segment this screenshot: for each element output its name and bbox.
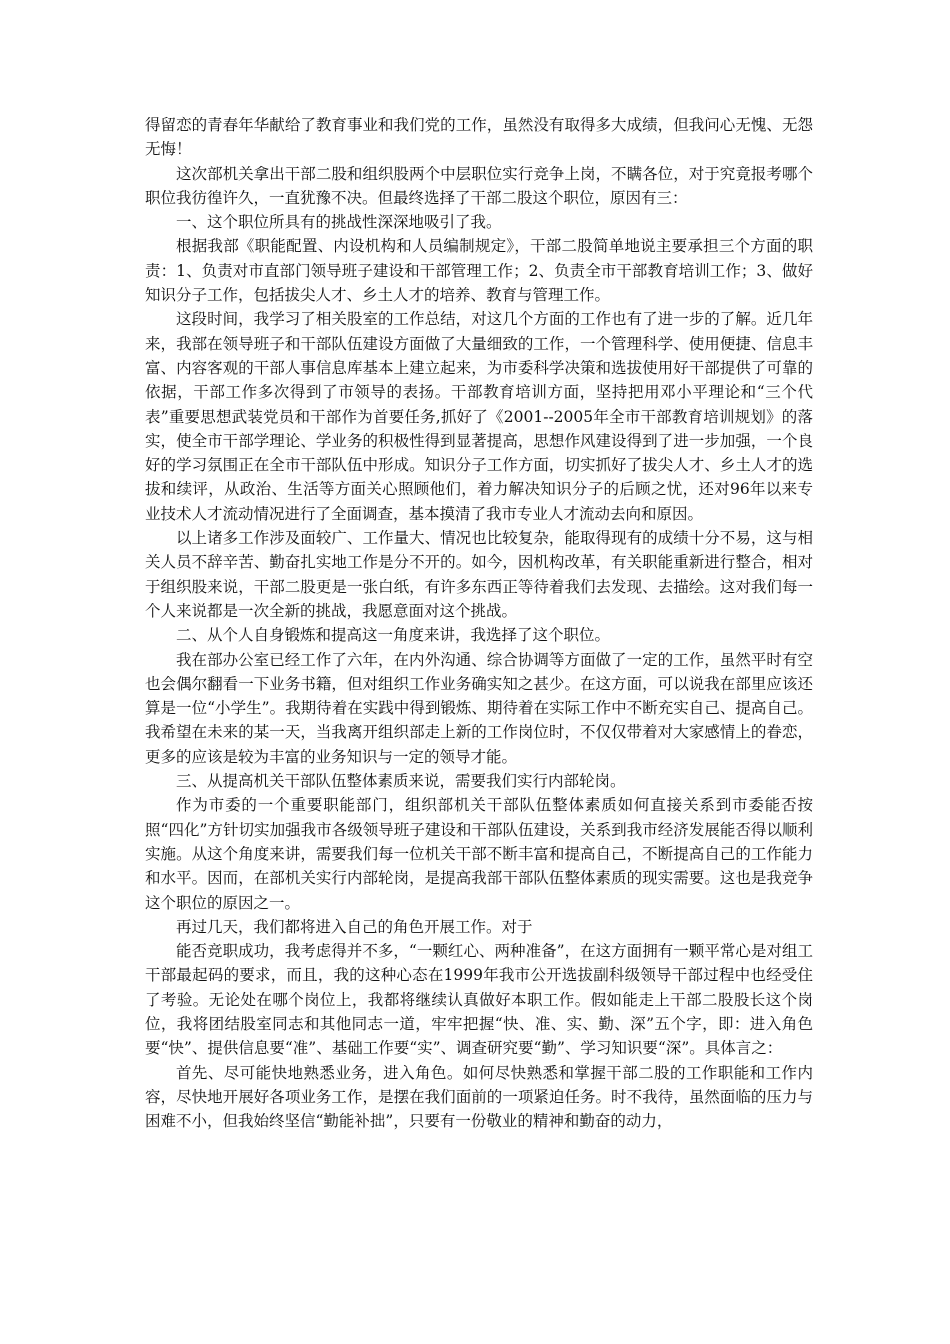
paragraph-2: 这次部机关拿出干部二股和组织股两个中层职位实行竞争上岗，不瞒各位，对于究竟报考哪个职位我彷徨许久，一直犹豫不决。但最终选择了干部二股这个职位，原因有三： <box>145 164 813 207</box>
paragraph-5: 这段时间，我学习了相关股室的工作总结，对这几个方面的工作也有了进一步的了解。近几年来，我部在领导班子和干部队伍建设方面做了大量细致的工作，一个管理科学、使用便捷、信息丰富、内容客观的干部人事信息库基本上建立起来，为市委科学决策和选拔使用好干部提供了可靠的依据，干部工作多次得到了市领导的表扬。干部教育培训方面，坚持把用邓小平理论和“三个代表”重要思想武装党员和干部作为首要任务,抓好了《2001--2005年全市干部教育培训规划》的落实，使全市干部学理论、学业务的积极性得到显著提高，思想作风建设得到了进一步加强，一个良好的学习氛围正在全市干部队伍中形成。知识分子工作方面，切实抓好了拔尖人才、乡土人才的选拔和续评，从政治、生活等方面关心照顾他们，着力解决知识分子的后顾之忧，还对96年以来专业技术人才流动情况进行了全面调查，基本摸清了我市专业人才流动去向和原因。 <box>145 310 813 523</box>
section-heading-1: 一、这个职位所具有的挑战性深深地吸引了我。 <box>176 213 502 232</box>
paragraph-6: 以上诸多工作涉及面较广、工作量大、情况也比较复杂，能取得现有的成绩十分不易，这与相关人员不辞辛苦、勤奋扎实地工作是分不开的。如今，因机构改革，有关职能重新进行整合，相对于组织股来说，干部二股更是一张白纸，有许多东西正等待着我们去发现、去描绘。这对我们每一个人来说都是一次全新的挑战，我愿意面对这个挑战。 <box>145 529 813 620</box>
paragraph-4: 根据我部《职能配置、内设机构和人员编制规定》，干部二股简单地说主要承担三个方面的职责：1、负责对市直部门领导班子建设和干部管理工作；2、负责全市干部教育培训工作；3、做好知识分子工作，包括拔尖人才、乡土人才的培养、教育与管理工作。 <box>145 237 813 305</box>
section-heading-2: 二、从个人自身锻炼和提高这一角度来讲，我选择了这个职位。 <box>176 626 611 645</box>
section-heading-3: 三、从提高机关干部队伍整体素质来说，需要我们实行内部轮岗。 <box>176 772 626 791</box>
paragraph-10: 作为市委的一个重要职能部门，组织部机关干部队伍整体素质如何直接关系到市委能否按照“四化”方针切实加强我市各级领导班子建设和干部队伍建设，关系到我市经济发展能否得以顺利实施。从这个角度来讲，需要我们每一位机关干部不断丰富和提高自己，不断提高自己的工作能力和水平。因而，在部机关实行内部轮岗，是提高我部干部队伍整体素质的现实需要。这也是我竞争这个职位的原因之一。 <box>145 796 813 912</box>
paragraph-12: 能否竞职成功，我考虑得并不多，“一颗红心、两种准备”，在这方面拥有一颗平常心是对组工干部最起码的要求，而且，我的这种心态在1999年我市公开选拔副科级领导干部过程中也经受住了考验。无论处在哪个岗位上，我都将继续认真做好本职工作。假如能走上干部二股股长这个岗位，我将团结股室同志和其他同志一道，牢牢把握“快、准、实、勤、深”五个字，即：进入角色要“快”、提供信息要“准”、基础工作要“实”、调查研究要“勤”、学习知识要“深”。具体言之： <box>145 942 813 1058</box>
document-body <box>145 113 813 1133</box>
paragraph-11: 再过几天，我们都将进入自己的角色开展工作。对于 <box>176 917 533 936</box>
paragraph-8: 我在部办公室已经工作了六年，在内外沟通、综合协调等方面做了一定的工作，虽然平时有空也会偶尔翻看一下业务书籍，但对组织工作业务确实知之甚少。在这方面，可以说我在部里应该还算是一位“小学生”。我期待着在实践中得到锻炼、期待着在实际工作中不断充实自己、提高自己。我希望在未来的某一天，当我离开组织部走上新的工作岗位时，不仅仅带着对大家感情上的眷恋，更多的应该是较为丰富的业务知识与一定的领导才能。 <box>145 650 813 766</box>
paragraph-1: 得留恋的青春年华献给了教育事业和我们党的工作，虽然没有取得多大成绩，但我问心无愧、无怨无悔！ <box>145 116 813 159</box>
paragraph-13: 首先、尽可能快地熟悉业务，进入角色。如何尽快熟悉和掌握干部二股的工作职能和工作内容，尽快地开展好各项业务工作，是摆在我们面前的一项紧迫任务。时不我待，虽然面临的压力与困难不小，但我始终坚信“勤能补拙”，只要有一份敬业的精神和勤奋的动力， <box>145 1063 813 1131</box>
